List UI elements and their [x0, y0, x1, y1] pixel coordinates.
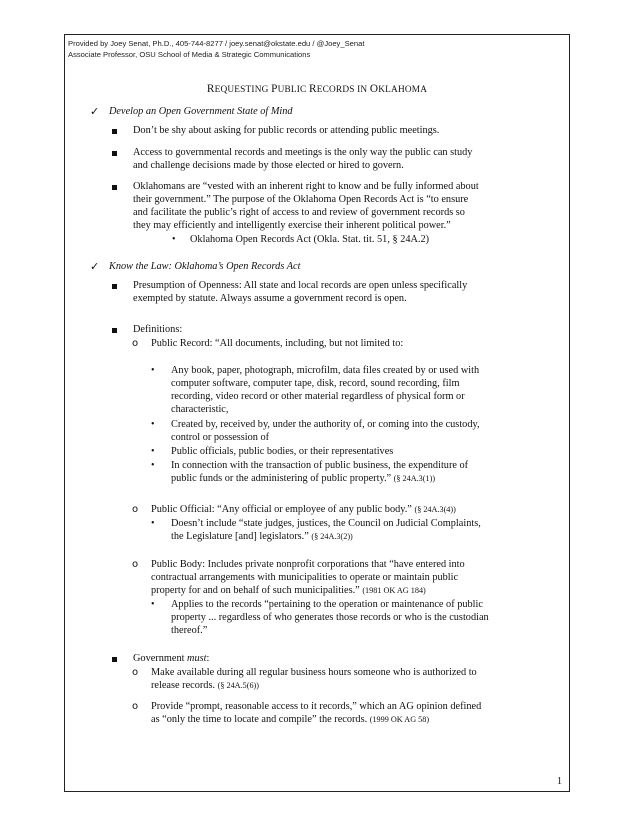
square-bullet-icon	[112, 151, 117, 156]
bullet-text: exempted by statute. Always assume a government record is open.	[133, 293, 407, 304]
square-bullet-icon	[112, 129, 117, 134]
definition-item: Doesn’t include “state judges, justices, the Council on Judicial Complaints,	[171, 518, 481, 529]
requirement-text: release records. (§ 24A.5(6))	[151, 680, 259, 691]
public-body-definition: Public Body: Includes private nonprofit corporations that “have entered into	[151, 559, 465, 570]
author-title-line: Associate Professor, OSU School of Media & Strategic Communications	[68, 49, 311, 59]
square-bullet-icon	[112, 328, 117, 333]
bullet-text: Presumption of Openness: All state and local records are open unless specifically	[133, 280, 468, 291]
definition-item: public funds or the administering of public property.” (§ 24A.3(1))	[171, 473, 436, 484]
page-header	[68, 39, 364, 60]
public-body-definition: contractual arrangements with municipalities to operate or maintain public	[151, 572, 459, 583]
definition-item: control or possession of	[171, 432, 270, 443]
bullet-text: they may efficiently and intelligently exercise their inherent political power.”	[133, 220, 451, 231]
bullet-text: and challenge decisions made by those elected or hired to govern.	[133, 160, 404, 171]
circle-bullet-icon: o	[132, 504, 139, 515]
checkmark-icon: ✓	[90, 105, 100, 118]
bullet-text: Access to governmental records and meetings is the only way the public can study	[133, 147, 473, 158]
round-bullet-icon: •	[151, 599, 155, 610]
round-bullet-icon: •	[151, 365, 155, 376]
definition-item: computer software, computer tape, disk, record, sound recording, film	[171, 378, 460, 389]
bullet-text: and facilitate the public’s right of access to and review of government records so	[133, 207, 465, 218]
definition-item: characteristic,	[171, 404, 229, 415]
circle-bullet-icon: o	[132, 701, 139, 712]
public-body-definition: property for and on behalf of such municipalities.” (1981 OK AG 184)	[151, 585, 426, 596]
definition-item: Public officials, public bodies, or their representatives	[171, 446, 394, 457]
section-heading-open-government: Develop an Open Government State of Mind	[109, 106, 293, 117]
section-heading-know-the-law: Know the Law: Oklahoma’s Open Records Act	[109, 261, 301, 272]
page-number: 1	[557, 776, 562, 787]
circle-bullet-icon: o	[132, 559, 139, 570]
public-record-definition: Public Record: “All documents, including, but not limited to:	[151, 338, 404, 349]
definition-item: Created by, received by, under the authority of, or coming into the custody,	[171, 419, 480, 430]
round-bullet-icon: •	[172, 234, 176, 245]
round-bullet-icon: •	[151, 518, 155, 529]
bullet-text: Oklahomans are “vested with an inherent right to know and be fully informed about	[133, 181, 479, 192]
requirement-text: as “only the time to locate and compile” the records. (1999 OK AG 58)	[151, 714, 430, 725]
round-bullet-icon: •	[151, 446, 155, 457]
round-bullet-icon: •	[151, 419, 155, 430]
square-bullet-icon	[112, 657, 117, 662]
bullet-text: their government.” The purpose of the Oklahoma Open Records Act is “to ensure	[133, 194, 469, 205]
circle-bullet-icon: o	[132, 338, 139, 349]
definitions-label: Definitions:	[133, 324, 183, 335]
requirement-text: Provide “prompt, reasonable access to it records,” which an AG opinion defined	[151, 701, 482, 712]
definition-item: Applies to the records “pertaining to the operation or maintenance of public	[171, 599, 483, 610]
square-bullet-icon	[112, 284, 117, 289]
circle-bullet-icon: o	[132, 667, 139, 678]
definition-item: property ... regardless of who generates those records or who is the custodian	[171, 612, 489, 623]
author-contact-line: Provided by Joey Senat, Ph.D., 405-744-8277 / joey.senat@okstate.edu / @Joey_Senat	[68, 39, 365, 48]
government-must-label: Government must:	[133, 653, 210, 664]
definition-item: thereof.”	[171, 625, 208, 636]
citation-text: Oklahoma Open Records Act (Okla. Stat. tit. 51, § 24A.2)	[190, 234, 430, 245]
definition-item: the Legislature [and] legislators.” (§ 24A.3(2))	[171, 531, 353, 542]
document-page	[64, 34, 570, 792]
document-title: REQUESTING PUBLIC RECORDS IN OKLAHOMA	[206, 83, 428, 95]
checkmark-icon: ✓	[90, 260, 100, 273]
definition-item: In connection with the transaction of public business, the expenditure of	[171, 460, 469, 471]
definition-item: recording, video record or other material regardless of physical form or	[171, 391, 465, 402]
round-bullet-icon: •	[151, 460, 155, 471]
definition-item: Any book, paper, photograph, microfilm, data files created by or used with	[171, 365, 480, 376]
square-bullet-icon	[112, 185, 117, 190]
requirement-text: Make available during all regular business hours someone who is authorized to	[151, 667, 477, 678]
public-official-definition: Public Official: “Any official or employee of any public body.” (§ 24A.3(4))	[151, 504, 456, 515]
bullet-text: Don’t be shy about asking for public records or attending public meetings.	[133, 125, 440, 136]
